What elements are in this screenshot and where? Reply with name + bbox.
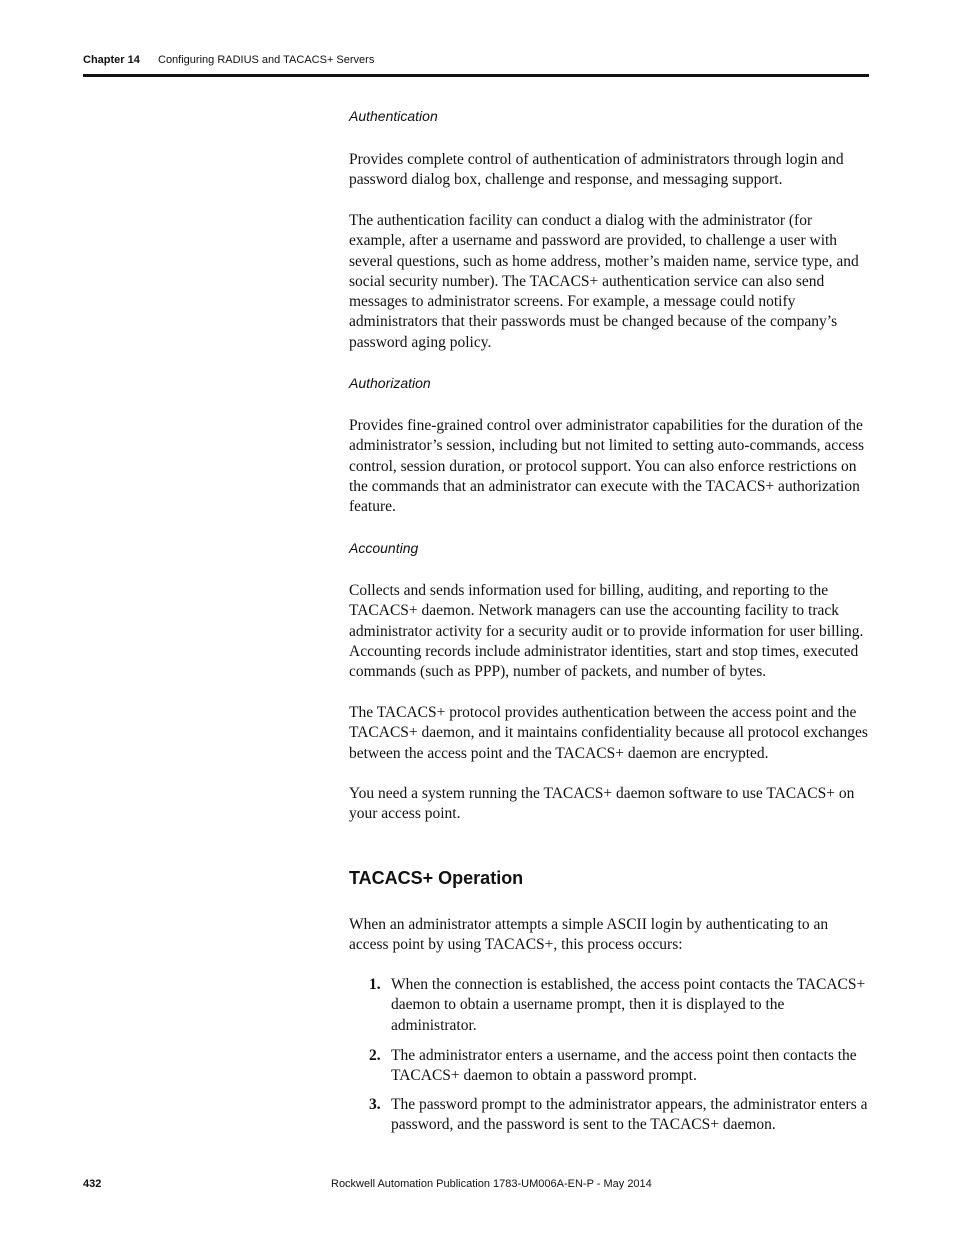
page-number: 432 <box>83 1178 102 1190</box>
list-item-number: 2. <box>369 1047 381 1064</box>
header-rule <box>83 74 869 77</box>
accounting-paragraph-3: You need a system running the TACACS+ daemon software to use TACACS+ on your access point. <box>349 785 855 823</box>
list-item-text: The administrator enters a username, and the access point then contacts the TACACS+ daemon to obtain a password prompt. <box>391 1047 857 1085</box>
authorization-heading: Authorization <box>349 375 431 391</box>
list-item-number: 3. <box>369 1096 381 1113</box>
chapter-title: Configuring RADIUS and TACACS+ Servers <box>158 54 375 66</box>
authentication-paragraph-1: Provides complete control of authentication of administrators through login and password dialog box, challenge and response, and messaging support. <box>349 151 844 189</box>
publication-info: Rockwell Automation Publication 1783-UM006A-EN-P - May 2014 <box>331 1178 652 1190</box>
list-item-text: When the connection is established, the access point contacts the TACACS+ daemon to obtain a username prompt, then it is displayed to the administrator. <box>391 976 866 1034</box>
accounting-paragraph-2: The TACACS+ protocol provides authentication between the access point and the TACACS+ daemon, and it maintains confidentiality because all protocol exchanges between the access point and the TACACS+ daemon are encrypted. <box>349 704 868 762</box>
operation-intro: When an administrator attempts a simple ASCII login by authenticating to an access point by using TACACS+, this process occurs: <box>349 916 829 954</box>
list-item-text: The password prompt to the administrator appears, the administrator enters a password, and the password is sent to the TACACS+ daemon. <box>391 1096 868 1134</box>
accounting-heading: Accounting <box>349 540 419 556</box>
list-item-number: 1. <box>369 976 381 993</box>
authentication-heading: Authentication <box>349 108 438 124</box>
section-heading: TACACS+ Operation <box>349 868 524 888</box>
accounting-paragraph-1: Collects and sends information used for billing, auditing, and reporting to the TACACS+ daemon. Network managers can use the accounting facility to track administrator activity for a security audit or to provide information for user billing. Accounting records include administrator identities, start and stop times, executed commands (such as PPP), number of packets, and number of bytes. <box>349 582 864 681</box>
chapter-label: Chapter 14 <box>83 54 140 66</box>
authorization-paragraph-1: Provides fine-grained control over administrator capabilities for the duration of the administrator’s session, including but not limited to setting auto-commands, access control, session duration, or protocol support. You can also enforce restrictions on the commands that an administrator can execute with the TACACS+ authorization feature. <box>349 417 865 516</box>
authentication-paragraph-2: The authentication facility can conduct a dialog with the administrator (for example, after a username and password are provided, to challenge a user with several questions, such as home address, mother’s maiden name, service type, and social security number). The TACACS+ authentication service can also send messages to administrator screens. For example, a message could notify administrators that their passwords must be changed because of the company’s password aging policy. <box>349 212 859 351</box>
